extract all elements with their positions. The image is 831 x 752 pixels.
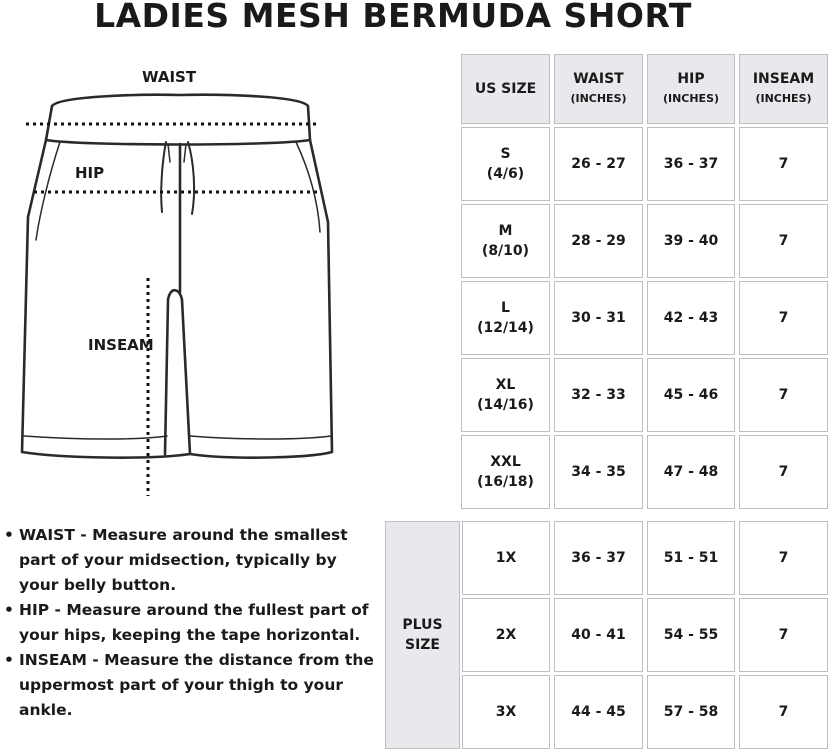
waist-instruction: • WAIST - Measure around the smallest part of your midsection, typically by your belly button. bbox=[4, 523, 376, 598]
table-row: S (4/6) bbox=[461, 127, 550, 201]
inseam-cell: 7 bbox=[739, 204, 828, 278]
header-hip: HIP (INCHES) bbox=[647, 54, 735, 124]
page-title: LADIES MESH BERMUDA SHORT bbox=[94, 0, 692, 35]
table-row: L (12/14) bbox=[461, 281, 550, 355]
hip-cell: 54 - 55 bbox=[647, 598, 735, 672]
waist-cell: 26 - 27 bbox=[554, 127, 643, 201]
hip-cell: 57 - 58 bbox=[647, 675, 735, 749]
inseam-cell: 7 bbox=[739, 127, 828, 201]
waist-cell: 36 - 37 bbox=[554, 521, 643, 595]
waist-cell: 40 - 41 bbox=[554, 598, 643, 672]
inseam-instruction: • INSEAM - Measure the distance from the uppermost part of your thigh to your ankle. bbox=[4, 648, 376, 723]
inseam-cell: 7 bbox=[739, 435, 828, 509]
shorts-diagram-icon bbox=[20, 62, 350, 502]
measurement-instructions bbox=[4, 523, 376, 723]
table-row: 2X bbox=[462, 598, 550, 672]
hip-cell: 42 - 43 bbox=[647, 281, 735, 355]
table-row: M (8/10) bbox=[461, 204, 550, 278]
header-us-size: US SIZE bbox=[461, 54, 550, 124]
hip-cell: 47 - 48 bbox=[647, 435, 735, 509]
hip-cell: 36 - 37 bbox=[647, 127, 735, 201]
inseam-cell: 7 bbox=[739, 281, 828, 355]
waist-cell: 44 - 45 bbox=[554, 675, 643, 749]
waist-cell: 32 - 33 bbox=[554, 358, 643, 432]
header-waist: WAIST (INCHES) bbox=[554, 54, 643, 124]
hip-cell: 51 - 51 bbox=[647, 521, 735, 595]
plus-size-label: PLUS SIZE bbox=[385, 521, 460, 749]
waist-cell: 34 - 35 bbox=[554, 435, 643, 509]
inseam-cell: 7 bbox=[739, 675, 828, 749]
waist-label: WAIST bbox=[142, 68, 197, 86]
waist-cell: 30 - 31 bbox=[554, 281, 643, 355]
waist-cell: 28 - 29 bbox=[554, 204, 643, 278]
header-inseam: INSEAM (INCHES) bbox=[739, 54, 828, 124]
table-row: XXL (16/18) bbox=[461, 435, 550, 509]
inseam-cell: 7 bbox=[739, 598, 828, 672]
table-row: 1X bbox=[462, 521, 550, 595]
hip-label: HIP bbox=[75, 164, 105, 182]
table-row: 3X bbox=[462, 675, 550, 749]
inseam-cell: 7 bbox=[739, 358, 828, 432]
hip-cell: 39 - 40 bbox=[647, 204, 735, 278]
hip-cell: 45 - 46 bbox=[647, 358, 735, 432]
inseam-cell: 7 bbox=[739, 521, 828, 595]
hip-instruction: • HIP - Measure around the fullest part of your hips, keeping the tape horizontal. bbox=[4, 598, 376, 648]
inseam-label: INSEAM bbox=[88, 336, 154, 354]
table-row: XL (14/16) bbox=[461, 358, 550, 432]
